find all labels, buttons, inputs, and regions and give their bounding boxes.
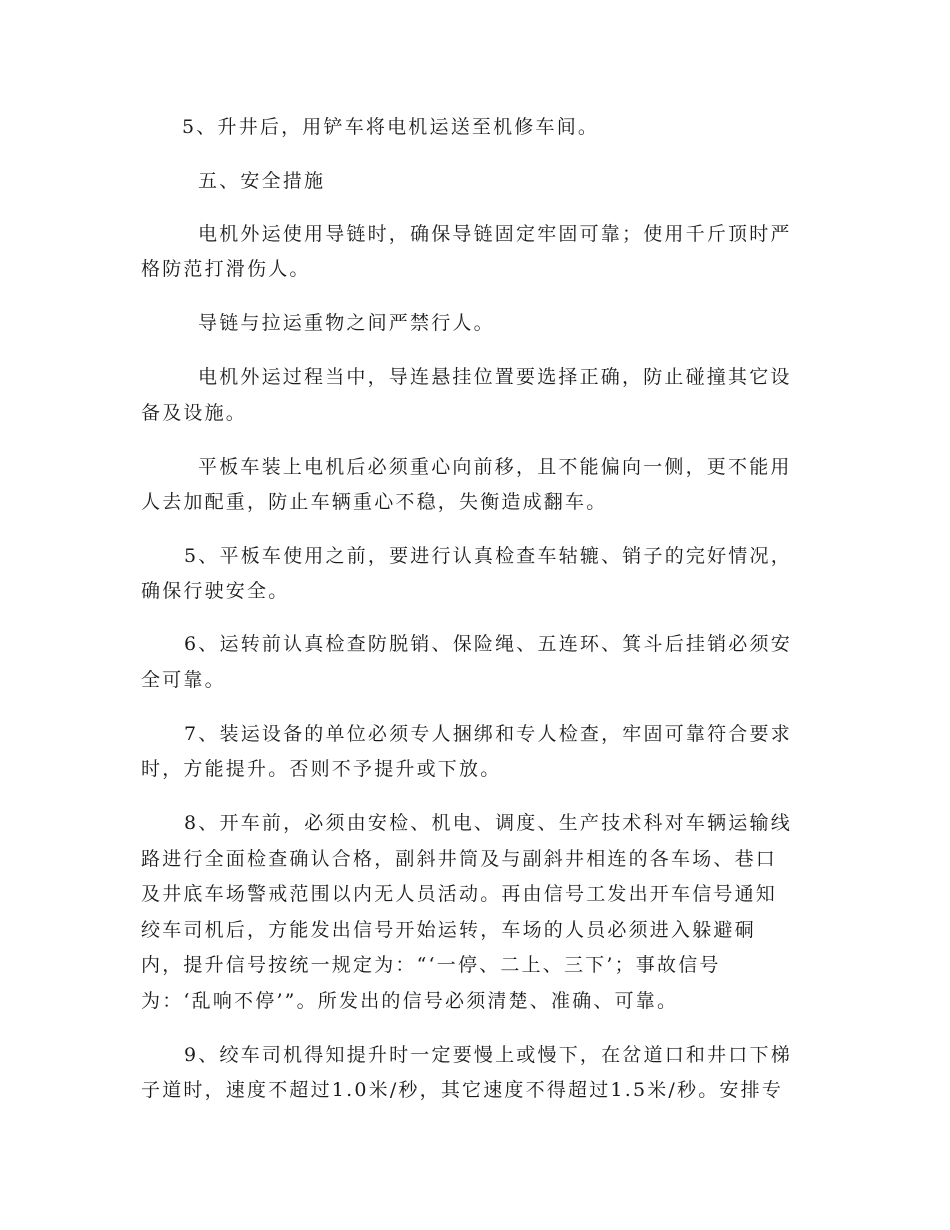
text-line: 时，方能提升。否则不予提升或下放。 bbox=[141, 758, 502, 780]
text-line: 备及设施。 bbox=[141, 402, 248, 424]
text-line: 导链与拉运重物之间严禁行人。 bbox=[198, 312, 495, 334]
text-line: 7、装运设备的单位必须专人捆绑和专人检查，牢固可靠符合要求 bbox=[184, 723, 792, 745]
text-line: 确保行驶安全。 bbox=[141, 580, 290, 602]
text-line: 路进行全面检查确认合格，副斜井筒及与副斜井相连的各车场、巷口 bbox=[141, 848, 778, 870]
text-line: 子道时，速度不超过1.0米/秒，其它速度不得超过1.5米/秒。安排专 bbox=[141, 1079, 784, 1101]
text-line: 6、运转前认真检查防脱销、保险绳、五连环、箕斗后挂销必须安 bbox=[184, 633, 792, 655]
text-line: 内，提升信号按统一规定为：“‘一停、二上、三下’；事故信号 bbox=[141, 954, 721, 976]
text-line: 格防范打滑伤人。 bbox=[141, 258, 311, 280]
text-line: 绞车司机后，方能发出信号开始运转，车场的人员必须进入躲避硐 bbox=[141, 919, 756, 941]
text-line-step-5-hoist: 5、升井后，用铲车将电机运送至机修车间。 bbox=[182, 116, 600, 138]
text-line: 为：‘乱响不停’”。所发出的信号必须清楚、准确、可靠。 bbox=[141, 990, 679, 1012]
text-line: 电机外运过程当中，导连悬挂位置要选择正确，防止碰撞其它设 bbox=[198, 366, 792, 388]
text-line: 及井底车场警戒范围以内无人员活动。再由信号工发出开车信号通知 bbox=[141, 883, 778, 905]
text-line: 电机外运使用导链时，确保导链固定牢固可靠；使用千斤顶时严 bbox=[198, 223, 792, 245]
text-line: 8、开车前，必须由安检、机电、调度、生产技术科对车辆运输线 bbox=[184, 812, 792, 834]
text-line: 人去加配重，防止车辆重心不稳，失衡造成翻车。 bbox=[141, 491, 608, 513]
section-heading-safety-measures: 五、安全措施 bbox=[198, 170, 326, 192]
text-line: 全可靠。 bbox=[141, 669, 226, 691]
text-line: 5、平板车使用之前，要进行认真检查车轱辘、销子的完好情况， bbox=[184, 545, 792, 567]
text-line: 平板车装上电机后必须重心向前移，且不能偏向一侧，更不能用 bbox=[198, 456, 792, 478]
text-line: 9、绞车司机得知提升时一定要慢上或慢下，在岔道口和井口下梯 bbox=[184, 1044, 792, 1066]
